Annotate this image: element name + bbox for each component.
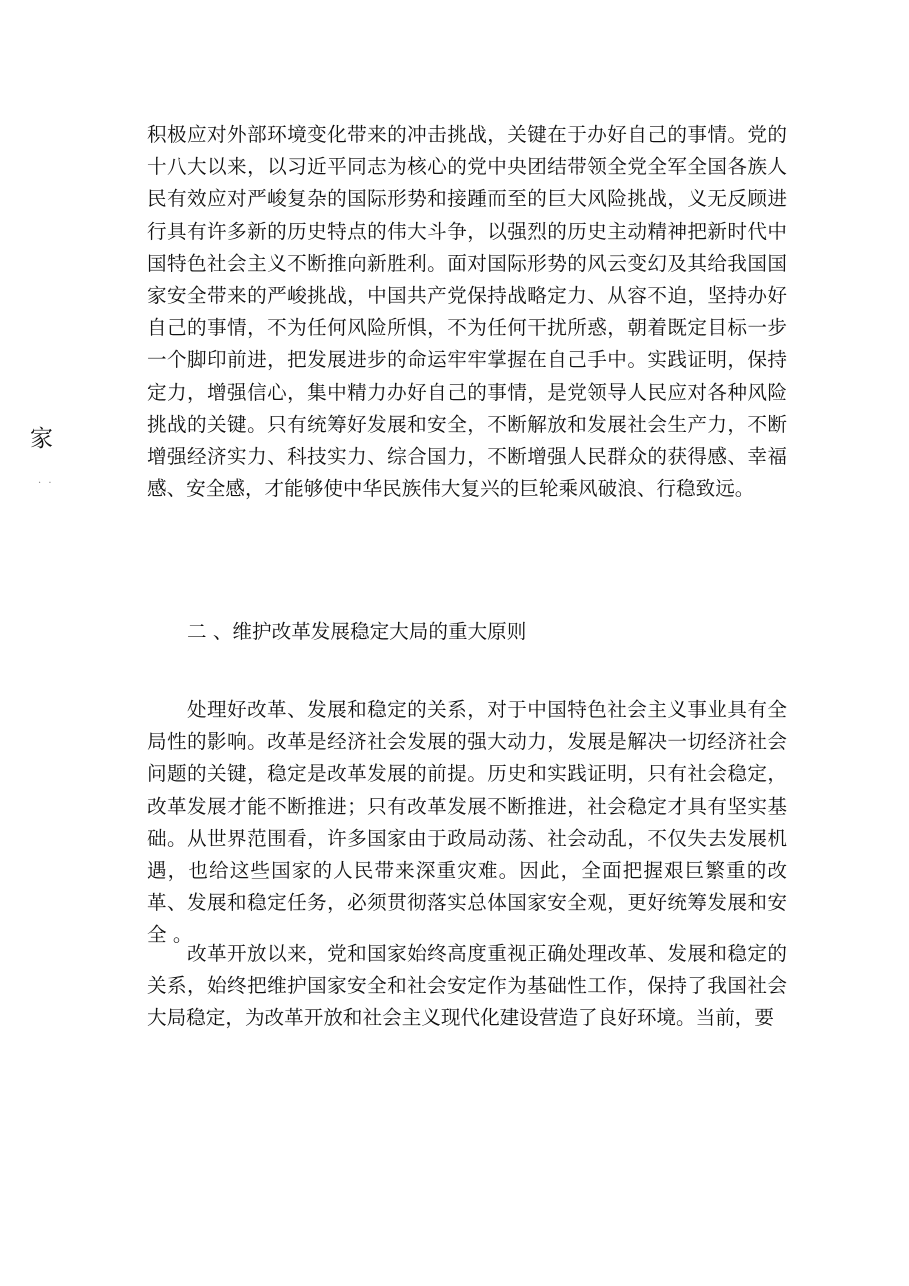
paragraph-1: 积极应对外部环境变化带来的冲击挑战，关键在于办好自己的事情。党的十八大以来，以习近平同志为核心的党中央团结带领全党全军全国各族人民有效应对严峻复杂的国际形势和接踵而至的巨大风险挑战，义无反顾进行具有许多新的历史特点的伟大斗争，以强烈的历史主动精神把新时代中国特色社会主义不断推向新胜利。面对国际形势的风云变幻及其给我国国家安全带来的严峻挑战，中国共产党保持战略定力、从容不迫，坚持办好自己的事情，不为任何风险所惧，不为任何干扰所惑，朝着既定目标一步一个脚印前进，把发展进步的命运牢牢掌握在自己手中。实践证明，保持定力，增强信心，集中精力办好自己的事情，是党领导人民应对各种风险挑战的关键。只有统筹好发展和安全，不断解放和发展社会生产力，不断增强经济实力、科技实力、综合国力，不断增强人民群众的获得感、幸福感、安全感，才能够使中华民族伟大复兴的巨轮乘风破浪、行稳致远。 [147,123,787,501]
paragraph-3: 改革开放以来，党和国家始终高度重视正确处理改革、发展和稳定的关系，始终把维护国家安全和社会安定作为基础性工作，保持了我国社会大局稳定，为改革开放和社会主义现代化建设营造了良好环境。当前，要 [147,942,787,1030]
margin-dots: · · [38,478,54,489]
paragraph-2: 处理好改革、发展和稳定的关系，对于中国特色社会主义事业具有全局性的影响。改革是经济社会发展的强大动力，发展是解决一切经济社会问题的关键，稳定是改革发展的前提。历史和实践证明，只有社会稳定，改革发展才能不断推进；只有改革发展不断推进，社会稳定才具有坚实基础。从世界范围看，许多国家由于政局动荡、社会动乱，不仅失去发展机遇，也给这些国家的人民带来深重灾难。因此，全面把握艰巨繁重的改革、发展和稳定任务，必须贯彻落实总体国家安全观，更好统筹发展和安 全 。 [147,698,787,947]
section-heading: 二 、维护改革发展稳定大局的重大原则 [187,620,527,643]
margin-character: 家 [30,426,53,452]
